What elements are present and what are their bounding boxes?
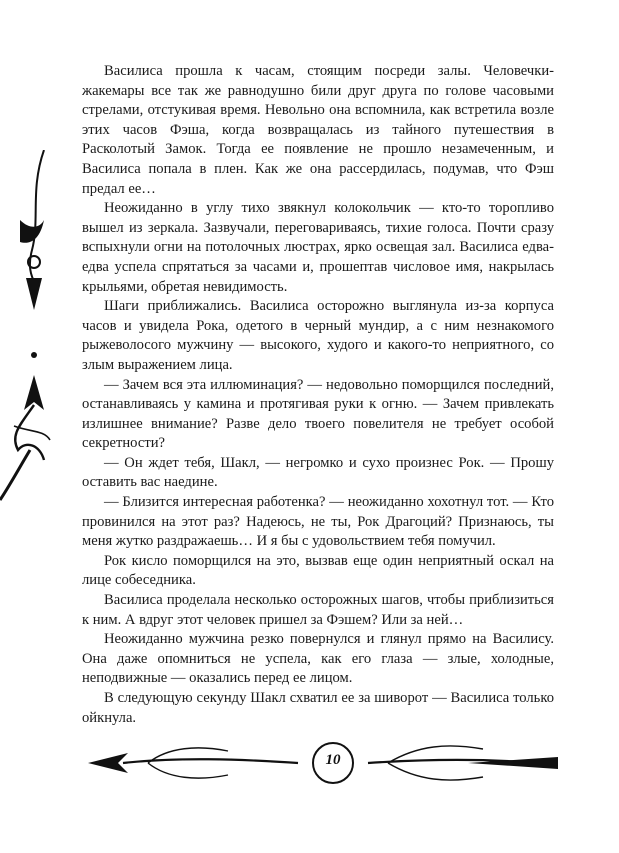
margin-ornament: [0, 150, 60, 510]
paragraph: Рок кисло поморщился на это, вызвав еще один неприятный оскал на лице собеседника.: [82, 552, 554, 589]
paragraph: — Близится интересная работенка? — неожиданно хохотнул тот. — Кто провинился на этот раз? Надеюсь, не ты, Рок Драгоций? Признаюсь, ты меня жутко раздражаешь… И я бы с удовольствием тебя помучил.: [82, 494, 554, 550]
paragraph: Василиса проделала несколько осторожных шагов, чтобы приблизиться к ним. А вдруг этот человек пришел за Фэшем? Или за ней…: [82, 592, 554, 628]
paragraph: Василиса прошла к часам, стоящим посреди залы. Человечки-жакемары все так же равнодушно били друг друга по голове часовыми стрелами, отстукивая время. Невольно она вспомнила, как встретила возле этих часов Фэша, когда возвращалась из тайного путешествия в Расколотый Замок. Тогда ее появление не прошло незамеченным, и Василиса попала в плен. Как же она рассердилась, подумав, что Фэш предал ее…: [82, 63, 554, 197]
paragraph: В следующую секунду Шакл схватил ее за шиворот — Василиса только ойкнула.: [82, 690, 554, 726]
paragraph: — Зачем вся эта иллюминация? — недовольно поморщился последний, останавливаясь у камина и протягивая руки к огню. — Зачем привлекать излишнее внимание? Разве дело твоего повелителя не требует особой секретности?: [82, 376, 554, 452]
page-number: 10: [325, 752, 341, 768]
page-text: [82, 62, 554, 728]
paragraph: Неожиданно в углу тихо звякнул колокольчик — кто-то торопливо вышел из зеркала. Зазвучали, переговариваясь, тихие голоса. Почти сразу вспыхнули огни на потолочных люстрах, ярко освещая зал. Василиса едва-едва успела спрятаться за часами и, прошептав числовое имя, накрылась крыльями, обретая невидимость.: [82, 200, 554, 295]
paragraph: — Он ждет тебя, Шакл, — негромко и сухо произнес Рок. — Прошу оставить вас наедине.: [82, 454, 554, 491]
paragraph: Неожиданно мужчина резко повернулся и глянул прямо на Василису. Она даже опомниться не успела, как его глаза — злые, холодные, неподвижные — оказались перед ее лицом.: [82, 631, 554, 687]
paragraph: Шаги приближались. Василиса осторожно выглянула из-за корпуса часов и увидела Рока, одетого в черный мундир, а с ним незнакомого рыжеволосого мужчину — высокого, худого и какого-то неприятного, со злым выражением лица.: [82, 298, 554, 373]
